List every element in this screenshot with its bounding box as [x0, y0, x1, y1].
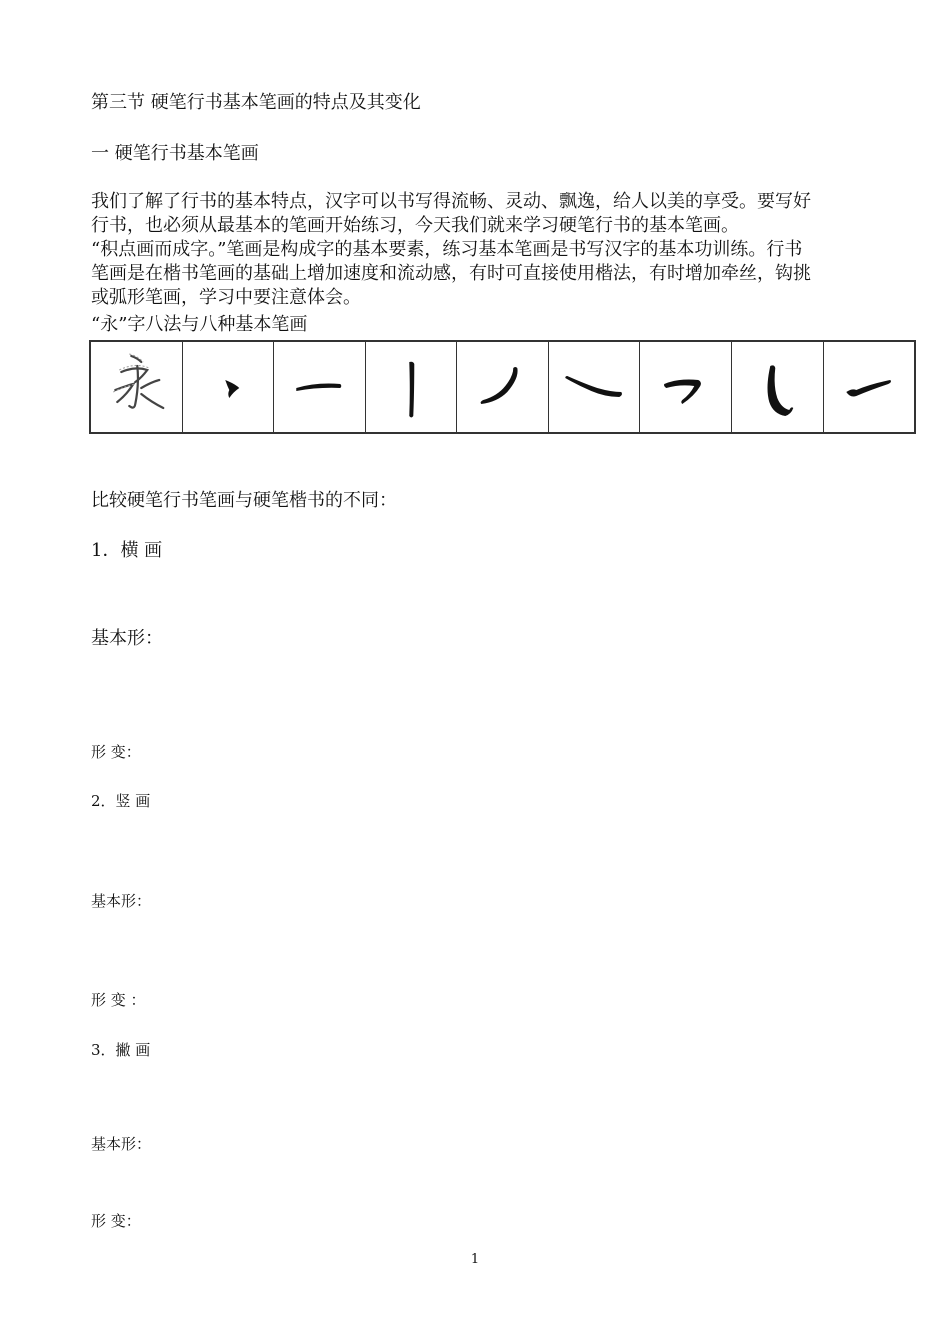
- turning-stroke-icon: [640, 342, 731, 432]
- yong-character-image: [91, 342, 183, 432]
- left-falling-variant-label: 形 变：: [91, 1212, 141, 1230]
- section-title: 第三节 硬笔行书基本笔画的特点及其变化: [91, 92, 421, 113]
- dot-stroke-image: [183, 342, 275, 432]
- intro-line: 我们了解了行书的基本特点，汉字可以书写得流畅、灵动、飘逸，给人以美的享受。要写好: [91, 191, 811, 212]
- stroke-table: [89, 340, 916, 434]
- left-falling-stroke-icon: [457, 342, 548, 432]
- intro-line: 行书，也必须从最基本的笔画开始练习，今天我们就来学习硬笔行书的基本笔画。: [91, 215, 739, 236]
- subsection-title: 一 硬笔行书基本笔画: [91, 143, 259, 164]
- turning-stroke-image: [640, 342, 732, 432]
- comparison-heading: 比较硬笔行书笔画与硬笔楷书的不同：: [91, 490, 397, 511]
- intro-paragraph: [91, 190, 871, 310]
- horizontal-basic-label: 基本形：: [91, 628, 163, 649]
- hook-stroke-image: [732, 342, 824, 432]
- vertical-variant-label: 形 变 ：: [91, 991, 146, 1009]
- vertical-stroke-image: [366, 342, 458, 432]
- vertical-stroke-heading: 2．竖 画: [91, 792, 151, 810]
- horizontal-stroke-icon: [274, 342, 365, 432]
- yong-character-icon: [91, 342, 182, 432]
- horizontal-stroke-image: [274, 342, 366, 432]
- left-falling-basic-label: 基本形：: [91, 1135, 152, 1153]
- page-number: 1: [470, 1252, 480, 1267]
- yong-caption: “永”字八法与八种基本笔画: [91, 314, 308, 335]
- rising-stroke-icon: [824, 342, 915, 432]
- right-falling-stroke-icon: [549, 342, 640, 432]
- vertical-basic-label: 基本形：: [91, 892, 152, 910]
- intro-line: 笔画是在楷书笔画的基础上增加速度和流动感，有时可直接使用楷法，有时增加牵丝，钩挑: [91, 263, 811, 284]
- hook-stroke-icon: [732, 342, 823, 432]
- intro-line: 或弧形笔画，学习中要注意体会。: [91, 287, 361, 308]
- left-falling-stroke-image: [457, 342, 549, 432]
- horizontal-variant-label: 形 变：: [91, 743, 141, 761]
- rising-stroke-image: [824, 342, 915, 432]
- dot-stroke-icon: [183, 342, 274, 432]
- intro-line: “积点画而成字。”笔画是构成字的基本要素，练习基本笔画是书写汉字的基本功训练。行书: [91, 239, 803, 260]
- vertical-stroke-icon: [366, 342, 457, 432]
- horizontal-stroke-heading: 1．横 画: [91, 540, 163, 561]
- right-falling-stroke-image: [549, 342, 641, 432]
- left-falling-stroke-heading: 3．撇 画: [91, 1041, 151, 1059]
